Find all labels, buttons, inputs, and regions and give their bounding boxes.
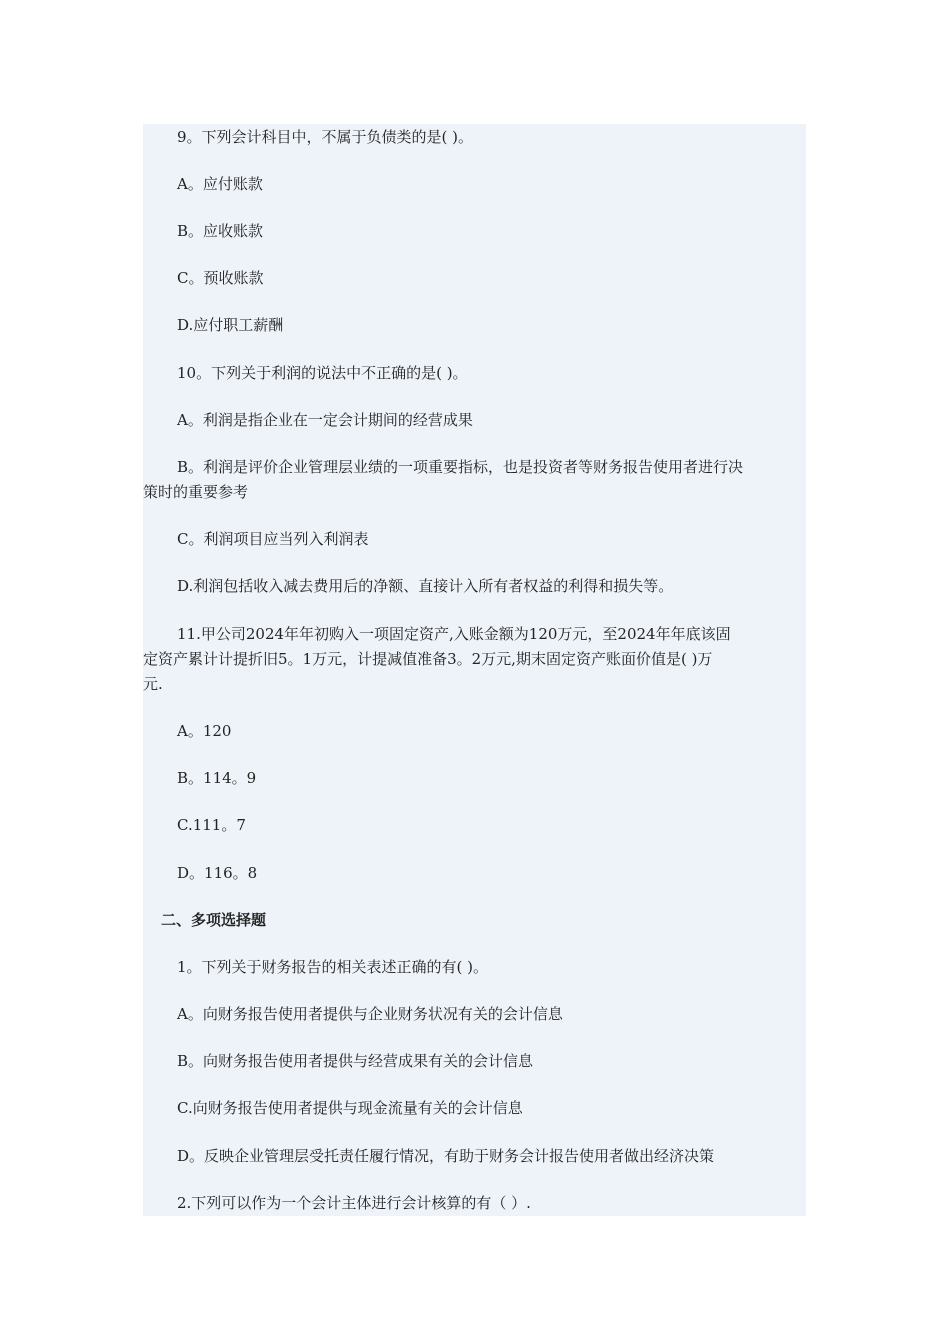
- question-11-stem-line1: 11.甲公司2024年年初购入一项固定资产,入账金额为120万元，至2024年年底该固: [177, 625, 731, 643]
- question-11-option-d: D。116。8: [177, 864, 258, 882]
- question-9-option-b: B。应收账款: [177, 222, 264, 240]
- question-9-option-c: C。预收账款: [177, 269, 264, 287]
- question-9-option-a: A。应付账款: [177, 175, 263, 193]
- question-10-option-b-line1: B。利润是评价企业管理层业绩的一项重要指标，也是投资者等财务报告使用者进行决: [177, 458, 744, 476]
- question-11-stem-line2: 定资产累计计提折旧5。1万元，计提减值准备3。2万元,期末固定资产账面价值是( )万: [143, 650, 713, 668]
- multi-question-1-option-b: B。向财务报告使用者提供与经营成果有关的会计信息: [177, 1052, 534, 1070]
- multi-question-1-option-a: A。向财务报告使用者提供与企业财务状况有关的会计信息: [177, 1005, 563, 1023]
- question-11-option-c: C.111。7: [177, 816, 246, 834]
- multi-question-1-option-d: D。反映企业管理层受托责任履行情况，有助于财务会计报告使用者做出经济决策: [177, 1147, 715, 1165]
- section-heading-multiple-choice: 二、多项选择题: [161, 911, 267, 929]
- multi-question-2-stem: 2.下列可以作为一个会计主体进行会计核算的有（ ）.: [177, 1194, 531, 1212]
- question-11-stem-line3: 元.: [143, 675, 163, 693]
- question-10-stem: 10。下列关于利润的说法中不正确的是( )。: [177, 364, 468, 382]
- question-9-option-d: D.应付职工薪酬: [177, 316, 284, 334]
- multi-question-1-option-c: C.向财务报告使用者提供与现金流量有关的会计信息: [177, 1099, 523, 1117]
- question-11-option-b: B。114。9: [177, 769, 257, 787]
- question-9-stem: 9。下列会计科目中，不属于负债类的是( )。: [177, 128, 474, 146]
- question-11-option-a: A。120: [177, 722, 232, 740]
- question-10-option-a: A。利润是指企业在一定会计期间的经营成果: [177, 411, 473, 429]
- question-10-option-d: D.利润包括收入减去费用后的净额、直接计入所有者权益的利得和损失等。: [177, 577, 674, 595]
- multi-question-1-stem: 1。下列关于财务报告的相关表述正确的有( )。: [177, 958, 489, 976]
- question-10-option-b-line2: 策时的重要参考: [143, 483, 249, 501]
- question-10-option-c: C。利润项目应当列入利润表: [177, 530, 369, 548]
